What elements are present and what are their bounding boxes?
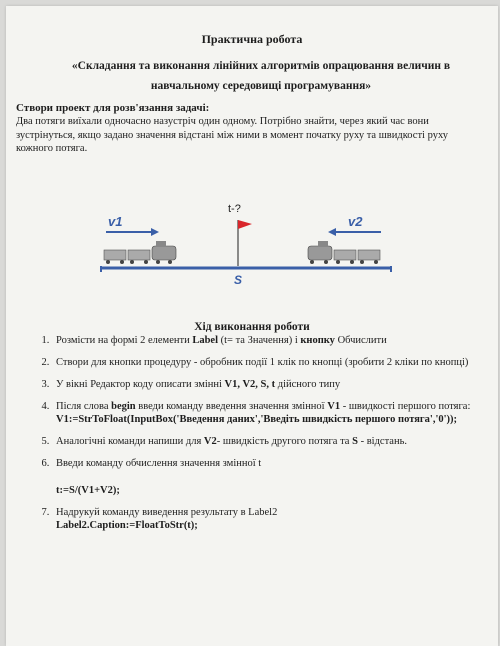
list-item: 1. Розмісти на формі 2 елементи Label (t= та Значення) і кнопку Обчислити: [52, 334, 492, 347]
list-item: 2. Створи для кнопки процедуру - обробник події 1 клік по кнопці (зробити 2 кліки по кнопці): [52, 356, 492, 369]
document-page: [6, 6, 498, 646]
code-line: V1:=StrToFloat(InputBox('Введення даних','Введіть швидкість першого потяга','0'));: [56, 414, 458, 425]
task-heading: Створи проект для розв'язання задачі:: [16, 102, 210, 114]
label-v1: v1: [108, 214, 123, 229]
code-line: t:=S/(V1+V2);: [56, 485, 120, 496]
list-item: 6. Введи команду обчислення значення змінної t t:=S/(V1+V2);: [52, 457, 492, 497]
list-item: 7. Надрукуй команду виведення результату в Label2 Label2.Caption:=FloatToStr(t);: [52, 506, 492, 532]
label-s: S: [234, 273, 243, 287]
page-title: Практична робота: [201, 32, 303, 46]
list-item: 3. У вікні Редактор коду описати змінні V1, V2, S, t дійсного типу: [52, 378, 492, 391]
label-v2: v2: [348, 214, 363, 229]
trains-illustration: [96, 198, 396, 298]
label-t: t-?: [228, 203, 241, 215]
task-text: Два потяги виїхали одночасно назустріч один одному. Потрібно знайти, через який час вони зустрінуться, якщо задано значення відстані між ними в момент початку руху та швидкості руху кожного потяга.: [16, 116, 449, 154]
right-train-icon: [308, 241, 380, 264]
left-train-icon: [104, 241, 176, 264]
flag-icon: [238, 220, 252, 229]
code-line: Label2.Caption:=FloatToStr(t);: [56, 520, 198, 531]
section-heading: Хід виконання роботи: [194, 321, 310, 333]
list-item: 5. Аналогічні команди напиши для V2- швидкість другого потяга та S - відстань.: [52, 435, 492, 448]
page-subtitle: «Складання та виконання лінійних алгоритмів опрацювання величин в навчальному середовищі програмування»: [71, 60, 451, 92]
list-item: 4. Після слова begin введи команду введення значення змінної V1 - швидкості першого потяга: V1:=StrToFloat(InputBox('Введення даних','Введіть швидкість першого потяга','0'));: [52, 400, 492, 426]
steps-list: [36, 334, 492, 541]
